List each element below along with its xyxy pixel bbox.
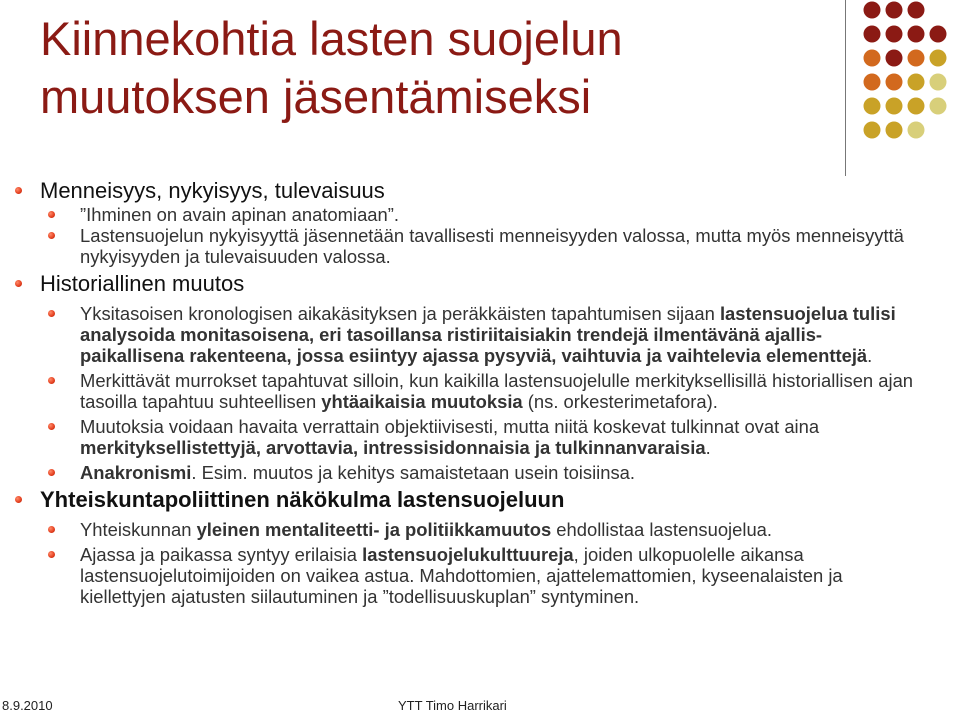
bullet-icon bbox=[48, 232, 55, 239]
bullet-icon bbox=[15, 496, 22, 503]
item-text: Yksitasoisen kronologisen aikakäsityksen ja peräkkäisten tapahtumisen sijaan bbox=[80, 303, 720, 324]
item-text: Ajassa ja paikassa syntyy erilaisia bbox=[80, 544, 363, 565]
divider-line bbox=[845, 0, 846, 176]
item-text: Lastensuojelun nykyisyyttä jäsennetään tavallisesti menneisyyden valossa, mutta myös menneisyyttä nykyisyyden ja tulevaisuuden valossa. bbox=[80, 225, 904, 267]
bullet-icon bbox=[15, 187, 22, 194]
item-text-bold: Anakronismi bbox=[80, 462, 192, 483]
decorative-dot bbox=[930, 26, 947, 43]
decorative-dot bbox=[864, 122, 881, 139]
item-text: . bbox=[867, 345, 873, 366]
list-item bbox=[0, 416, 960, 458]
bullet-icon bbox=[48, 423, 55, 430]
item-text: ”Ihminen on avain apinan anatomiaan”. bbox=[80, 204, 399, 225]
bullet-icon bbox=[48, 469, 55, 476]
item-text: Muutoksia voidaan havaita verrattain objektiivisesti, mutta niitä koskevat tulkinnat ovat aina bbox=[80, 416, 820, 437]
decorative-dot bbox=[930, 50, 947, 67]
list-item bbox=[0, 204, 960, 225]
list-item bbox=[0, 544, 960, 607]
section-heading-text: Menneisyys, nykyisyys, tulevaisuus bbox=[40, 178, 385, 203]
decorative-dot bbox=[908, 122, 925, 139]
section-heading bbox=[0, 178, 960, 204]
item-text: Yhteiskunnan bbox=[80, 519, 197, 540]
section-heading bbox=[0, 271, 960, 297]
item-text: Merkittävät murrokset tapahtuvat silloin, kun kaikilla lastensuojelulle merkityksellisillä historiallisen ajan tasoilla tapahtuu suhteellisen bbox=[80, 370, 914, 412]
decorative-dot bbox=[930, 98, 947, 115]
item-text-bold: yleinen mentaliteetti- ja politiikkamuutos bbox=[196, 519, 552, 540]
item-text: , joiden ulkopuolelle aikansa lastensuojelutoimijoiden on vaikea astua. Mahdottomien, ajattelemattomien, kyseenalaisten ja kiellettyjen ajatusten siilautuminen ja ”todellisuuskuplan” syntyminen. bbox=[80, 544, 843, 607]
slide-content bbox=[0, 178, 960, 607]
list-item bbox=[0, 462, 960, 483]
list-item bbox=[0, 303, 960, 366]
bullet-icon bbox=[48, 310, 55, 317]
decorative-dot bbox=[886, 122, 903, 139]
list-item bbox=[0, 519, 960, 540]
footer-date: 8.9.2010 bbox=[2, 698, 53, 713]
item-text-bold: merkityksellistettyjä, arvottavia, intressisidonnaisia ja tulkinnanvaraisia bbox=[80, 437, 706, 458]
bullet-icon bbox=[48, 526, 55, 533]
list-item bbox=[0, 370, 960, 412]
decorative-dot bbox=[864, 50, 881, 67]
bullet-icon bbox=[48, 551, 55, 558]
decorative-dot bbox=[930, 74, 947, 91]
item-text-bold: yhtäaikaisia muutoksia bbox=[321, 391, 523, 412]
decorative-dot bbox=[886, 98, 903, 115]
bullet-icon bbox=[48, 211, 55, 218]
section-heading-text: Yhteiskuntapoliittinen näkökulma lastensuojeluun bbox=[40, 487, 565, 512]
decorative-dot bbox=[886, 26, 903, 43]
item-text: . Esim. muutos ja kehitys samaistetaan usein toisiinsa. bbox=[191, 462, 636, 483]
decorative-dot bbox=[908, 74, 925, 91]
decorative-dot bbox=[886, 50, 903, 67]
decorative-dot bbox=[908, 50, 925, 67]
item-text-bold: lastensuojelukulttuureja bbox=[362, 544, 574, 565]
list-item bbox=[0, 225, 960, 267]
decorative-dot bbox=[864, 74, 881, 91]
footer-author: YTT Timo Harrikari bbox=[398, 698, 507, 713]
decorative-dot bbox=[864, 98, 881, 115]
decorative-dot bbox=[864, 2, 881, 19]
item-text: . bbox=[705, 437, 711, 458]
bullet-icon bbox=[48, 377, 55, 384]
decorative-dot bbox=[908, 98, 925, 115]
decorative-dot bbox=[908, 2, 925, 19]
item-text: (ns. orkesterimetafora). bbox=[522, 391, 718, 412]
item-text-bold: lastensuojelua tulisi analysoida monitasoisena, eri tasoillansa ristiriitaisiakin trendejä ilmentävänä ajallis-paikallisena rakenteena, jossa esiintyy ajassa pysyviä, vaihtuvia ja vaihtelevia elementtejä bbox=[80, 303, 896, 366]
section-heading bbox=[0, 487, 960, 513]
bullet-icon bbox=[15, 280, 22, 287]
decorative-dots-icon bbox=[862, 0, 960, 160]
section-heading-text: Historiallinen muutos bbox=[40, 271, 245, 296]
item-text: ehdollistaa lastensuojelua. bbox=[551, 519, 773, 540]
decorative-dot bbox=[886, 2, 903, 19]
decorative-dot bbox=[886, 74, 903, 91]
decorative-dot bbox=[864, 26, 881, 43]
page-title: Kiinnekohtia lasten suojelun muutoksen jäsentämiseksi bbox=[40, 12, 623, 123]
decorative-dot bbox=[908, 26, 925, 43]
